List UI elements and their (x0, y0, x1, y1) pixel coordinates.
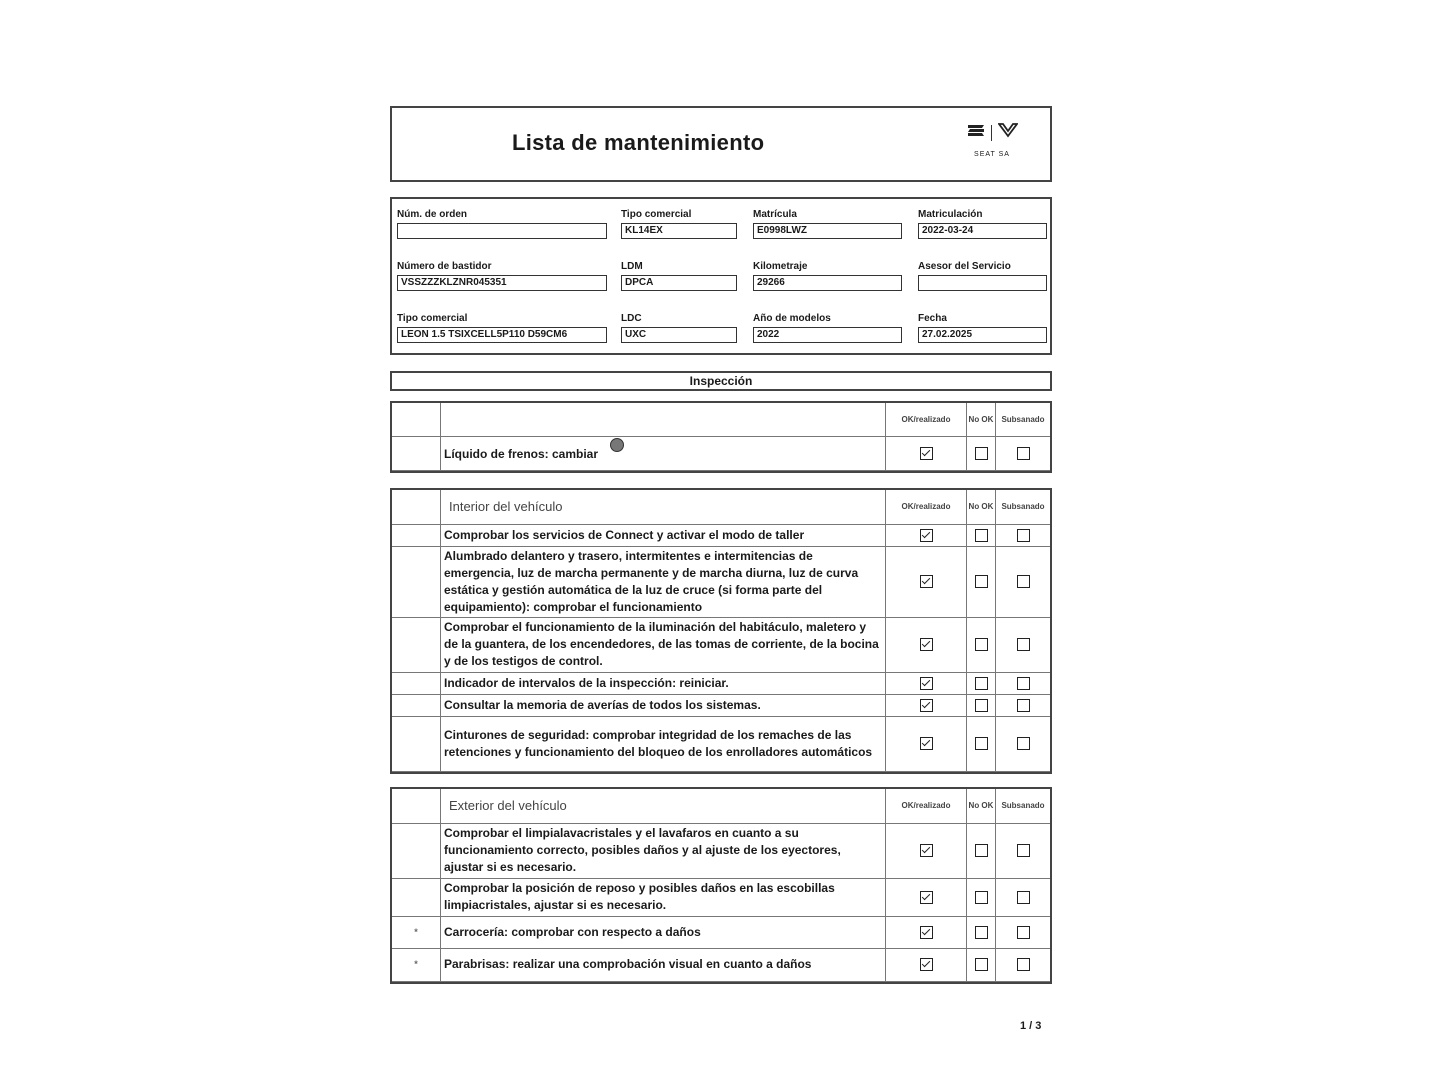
brand-logos (962, 122, 1022, 158)
fixed-checkbox[interactable] (1017, 891, 1030, 904)
ldc-value: UXC (621, 327, 737, 343)
column-fixed-header: Subsanado (996, 789, 1051, 823)
section-brakes (390, 401, 1052, 473)
checklist-row (392, 436, 1050, 470)
field-order-number: Núm. de orden (397, 209, 607, 239)
item-text: Indicador de intervalos de la inspección: reiniciar. (441, 672, 886, 694)
field-ldc: LDC UXC (621, 313, 737, 343)
checklist-row (392, 546, 1050, 617)
ok-checkbox[interactable] (920, 737, 933, 750)
section-interior (390, 488, 1052, 774)
nok-checkbox[interactable] (975, 844, 988, 857)
field-date: Fecha 27.02.2025 (918, 313, 1047, 343)
page-number: 1 / 3 (1020, 1020, 1042, 1032)
section-exterior (390, 787, 1052, 984)
ok-checkbox[interactable] (920, 844, 933, 857)
document-header (390, 106, 1052, 182)
model-year-value: 2022 (753, 327, 902, 343)
checklist-row (392, 617, 1050, 672)
column-ok-header: OK/realizado (886, 490, 967, 524)
checklist-row (392, 524, 1050, 546)
column-ok-header: OK/realizado (886, 789, 967, 823)
item-text: Parabrisas: realizar una comprobación visual en cuanto a daños (441, 948, 886, 981)
checklist-row (392, 916, 1050, 948)
logo-caption: SEAT SA (974, 151, 1010, 158)
nok-checkbox[interactable] (975, 638, 988, 651)
field-registration-date: Matriculación 2022-03-24 (918, 209, 1047, 239)
fixed-checkbox[interactable] (1017, 638, 1030, 651)
section-title (441, 403, 886, 436)
ok-checkbox[interactable] (920, 699, 933, 712)
fixed-checkbox[interactable] (1017, 529, 1030, 542)
column-fixed-header: Subsanado (996, 490, 1051, 524)
ok-checkbox[interactable] (920, 638, 933, 651)
ok-checkbox[interactable] (920, 677, 933, 690)
row-marker: * (392, 916, 441, 948)
checklist-row (392, 878, 1050, 916)
nok-checkbox[interactable] (975, 575, 988, 588)
column-fixed-header: Subsanado (996, 403, 1051, 436)
status-dot-icon (610, 438, 624, 452)
ok-checkbox[interactable] (920, 447, 933, 460)
nok-checkbox[interactable] (975, 447, 988, 460)
nok-checkbox[interactable] (975, 891, 988, 904)
ok-checkbox[interactable] (920, 529, 933, 542)
column-nok-header: No OK (967, 403, 996, 436)
checklist-row (392, 948, 1050, 981)
field-commercial-type: Tipo comercial KL14EX (621, 209, 737, 239)
nok-checkbox[interactable] (975, 958, 988, 971)
fixed-checkbox[interactable] (1017, 958, 1030, 971)
order-number-value (397, 223, 607, 239)
section-title: Exterior del vehículo (441, 789, 886, 823)
section-title: Interior del vehículo (441, 490, 886, 524)
fixed-checkbox[interactable] (1017, 926, 1030, 939)
seat-logo-icon (967, 123, 985, 142)
field-service-advisor: Asesor del Servicio (918, 261, 1047, 291)
fixed-checkbox[interactable] (1017, 699, 1030, 712)
fixed-checkbox[interactable] (1017, 447, 1030, 460)
vin-value: VSSZZZKLZNR045351 (397, 275, 607, 291)
field-vin: Número de bastidor VSSZZZKLZNR045351 (397, 261, 607, 291)
ldm-value: DPCA (621, 275, 737, 291)
item-text: Consultar la memoria de averías de todos los sistemas. (441, 694, 886, 716)
fixed-checkbox[interactable] (1017, 575, 1030, 588)
vehicle-info-panel (390, 197, 1052, 355)
field-plate: Matrícula E0998LWZ (753, 209, 902, 239)
ok-checkbox[interactable] (920, 575, 933, 588)
fixed-checkbox[interactable] (1017, 737, 1030, 750)
item-text: Comprobar los servicios de Connect y activar el modo de taller (441, 524, 886, 546)
mileage-value: 29266 (753, 275, 902, 291)
field-ldm: LDM DPCA (621, 261, 737, 291)
field-commercial-type-full: Tipo comercial LEON 1.5 TSIXCELL5P110 D59CM6 (397, 313, 607, 343)
cupra-logo-icon (998, 122, 1018, 143)
nok-checkbox[interactable] (975, 699, 988, 712)
document-title: Lista de mantenimiento (512, 130, 765, 155)
commercial-type-full-value: LEON 1.5 TSIXCELL5P110 D59CM6 (397, 327, 607, 343)
checklist-row (392, 694, 1050, 716)
registration-date-value: 2022-03-24 (918, 223, 1047, 239)
item-text: Alumbrado delantero y trasero, intermitentes e intermitencias de emergencia, luz de marcha permanente y de marcha diurna, luz de curva estática y gestión automática de la luz de cruce (si forma parte del equipamiento): comprobar el funcionamiento (441, 546, 886, 617)
checklist-row (392, 716, 1050, 771)
ok-checkbox[interactable] (920, 926, 933, 939)
column-nok-header: No OK (967, 789, 996, 823)
inspection-heading: Inspección (390, 371, 1052, 391)
column-ok-header: OK/realizado (886, 403, 967, 436)
item-text: Comprobar la posición de reposo y posibles daños en las escobillas limpiacristales, ajustar si es necesario. (441, 878, 886, 916)
checklist-row (392, 823, 1050, 878)
checklist-row (392, 672, 1050, 694)
column-nok-header: No OK (967, 490, 996, 524)
field-model-year: Año de modelos 2022 (753, 313, 902, 343)
fixed-checkbox[interactable] (1017, 844, 1030, 857)
service-advisor-value (918, 275, 1047, 291)
commercial-type-value: KL14EX (621, 223, 737, 239)
field-mileage: Kilometraje 29266 (753, 261, 902, 291)
item-text: Carrocería: comprobar con respecto a daños (441, 916, 886, 948)
fixed-checkbox[interactable] (1017, 677, 1030, 690)
ok-checkbox[interactable] (920, 891, 933, 904)
item-text: Cinturones de seguridad: comprobar integridad de los remaches de las retenciones y funcionamiento del bloqueo de los enrolladores automáticos (441, 716, 886, 771)
nok-checkbox[interactable] (975, 737, 988, 750)
nok-checkbox[interactable] (975, 529, 988, 542)
plate-value: E0998LWZ (753, 223, 902, 239)
ok-checkbox[interactable] (920, 958, 933, 971)
item-text: Líquido de frenos: cambiar (444, 446, 599, 461)
date-value: 27.02.2025 (918, 327, 1047, 343)
item-text: Comprobar el limpialavacristales y el lavafaros en cuanto a su funcionamiento correcto, posibles daños y al ajuste de los eyectores, ajustar si es necesario. (441, 823, 886, 878)
item-text: Comprobar el funcionamiento de la iluminación del habitáculo, maletero y de la guantera, de los encendedores, de las tomas de corriente, de la bocina y de los testigos de control. (441, 617, 886, 672)
nok-checkbox[interactable] (975, 926, 988, 939)
row-marker: * (392, 948, 441, 981)
nok-checkbox[interactable] (975, 677, 988, 690)
